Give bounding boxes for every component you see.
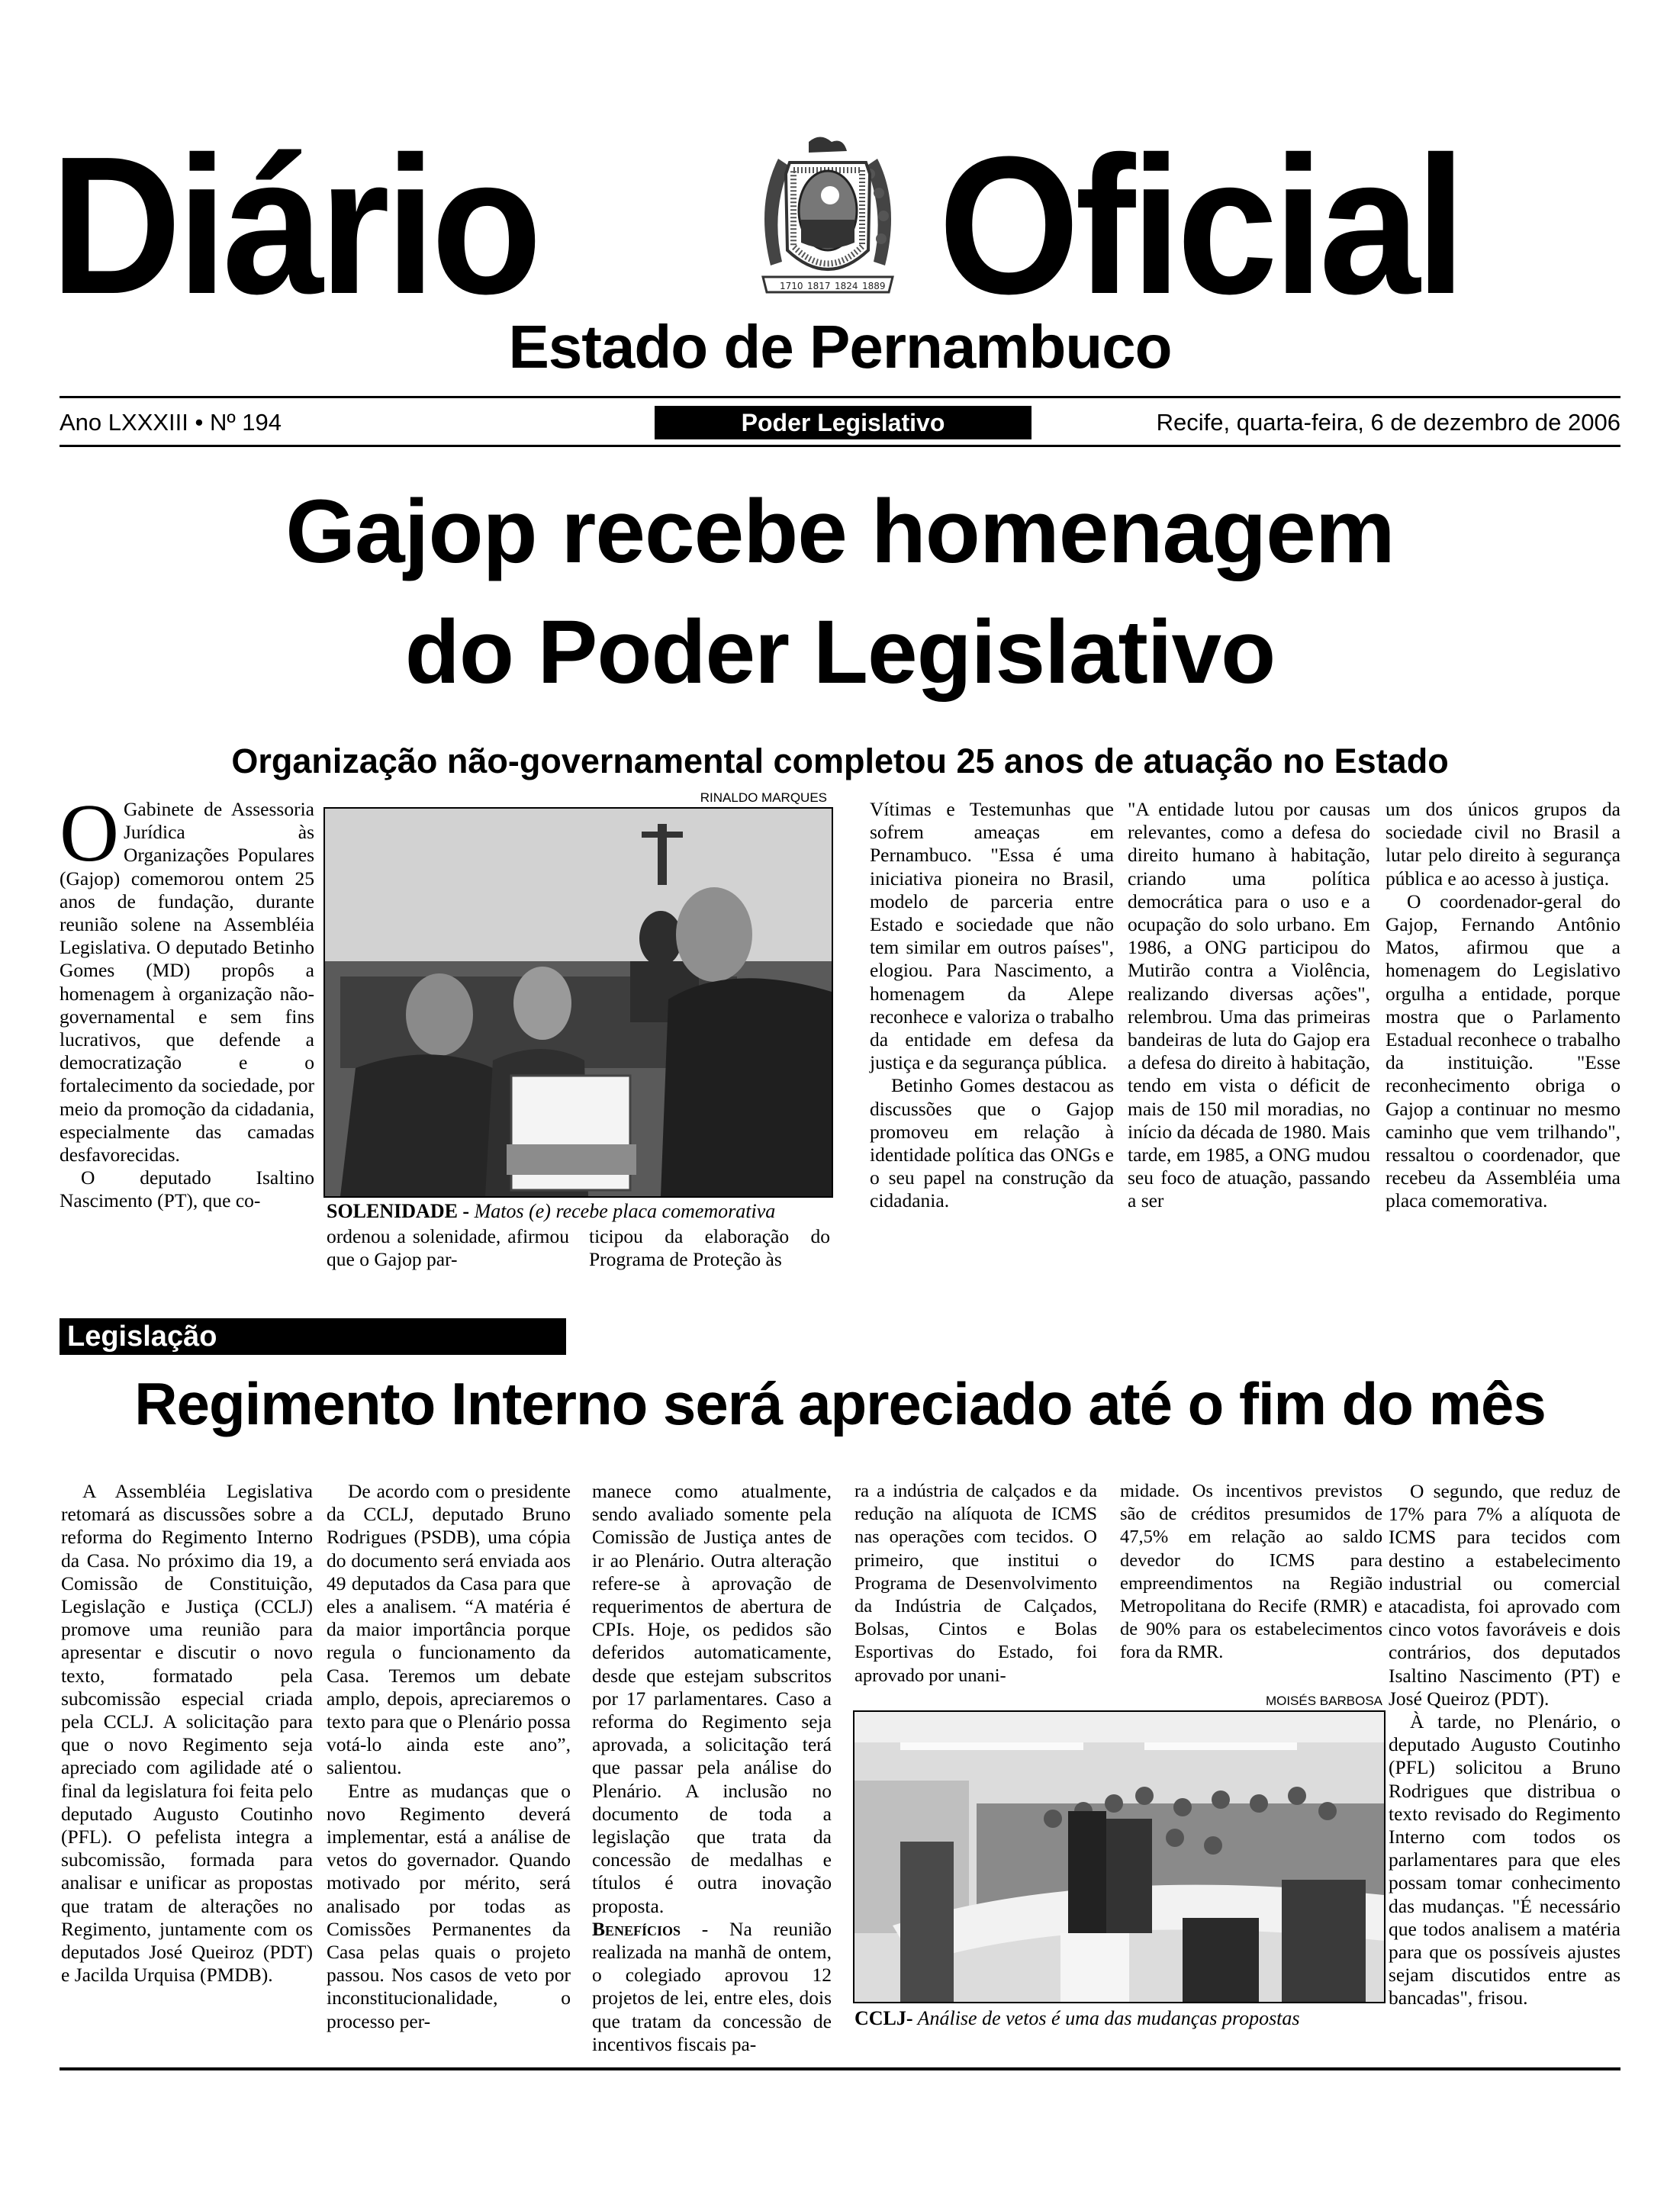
deck: Organização não-governamental completou 25 anos de atuação no Estado <box>231 742 1449 780</box>
article-column <box>1120 1480 1382 1665</box>
paragraph: Gabinete de Assessoria Jurídica às Organizações Populares (Gajop) comemorou ontem 25 anos de fundação, durante reunião solene na Assembléia Legislativa. O deputado Betinho Gomes (MD) propôs a homenagem à organização não-governamental e sem fins lucrativos, que defende a democratização e o fortalecimento da sociedade, por meio da promoção da cidadania, especialmente das camadas desfavorecidas. <box>60 798 314 1166</box>
divider <box>60 2067 1620 2070</box>
photo-committee <box>853 1710 1386 2003</box>
subhead: Benefícios <box>592 1917 681 1940</box>
crest-date: 1817 <box>807 281 831 291</box>
dateline: Recife, quarta-feira, 6 de dezembro de 2006 <box>1156 409 1620 436</box>
paragraph: De acordo com o presidente da CCLJ, deputado Bruno Rodrigues (PSDB), uma cópia do documento será enviada aos 49 deputados da Casa para que eles a analisem. “A matéria é da maior importância porque regula o funcionamento da Casa. Teremos um debate amplo, depois, apreciaremos o texto para que o Plenário possa votá-lo ainda este ano”, salientou. <box>327 1480 571 1779</box>
paragraph: À tarde, no Plenário, o deputado Augusto Coutinho (PFL) solicitou a Bruno Rodrigues que distribua o texto revisado do Regimento Interno com todos os parlamentares para que eles possam tomar conhecimento das mudanças. "É necessário que todos analisem a matéria para que os possíveis ajustes sejam discutidos entre as bancadas", frisou. <box>1389 1710 1620 2009</box>
caption-text: Análise de vetos é uma das mudanças propostas <box>912 2007 1300 2029</box>
paragraph: ticipou da elaboração do Programa de Proteção às <box>589 1225 830 1271</box>
article-column <box>854 1480 1097 1687</box>
article-column <box>327 1480 571 2033</box>
article-column <box>1389 1480 1620 2010</box>
paragraph: - Na reunião realizada na manhã de ontem, o colegiado aprovou 12 projetos de lei, entre eles, dois que tratam da concessão de incentivos fiscais pa- <box>592 1917 832 2055</box>
article-column <box>61 1480 313 1987</box>
headline: do Poder Legislativo <box>404 602 1276 703</box>
article-column <box>870 798 1114 1213</box>
paragraph: A Assembléia Legislativa retomará as discussões sobre a reforma do Regimento Interno da Casa. No próximo dia 19, a Comissão de Constituição, Legislação e Justiça (CCLJ) promove uma reunião para apresentar e discutir o novo texto, formatado pela subcomissão especial criada pela CCLJ. A solicitação para que o novo Regimento seja apreciado com agilidade até o final da legislatura foi feita pelo deputado Augusto Coutinho (PFL). O pefelista integra a subcomissão, formada para analisar e unificar as propostas que tratam de alterações no Regimento, juntamente com os deputados José Queiroz (PDT) e Jacilda Urquisa (PMDB). <box>61 1480 313 1987</box>
section-label: Legislação <box>60 1318 566 1355</box>
paragraph: "A entidade lutou por causas relevantes, como a defesa do direito humano à habitação, criando uma política democrática para o uso e a ocupação do solo urbano. Em 1986, a ONG participou do Mutirão contra a Violência, realizando diversas ações", relembrou. Uma das primeiras bandeiras de luta do Gajop era a defesa do direito à habitação, tendo em vista o déficit de mais de 150 mil moradias, no início da década de 1980. Mais tarde, em 1985, a ONG mudou seu foco de atuação, passando a ser <box>1128 798 1370 1212</box>
divider <box>60 396 1620 398</box>
divider <box>60 445 1620 447</box>
drop-cap: O <box>60 788 119 879</box>
paragraph: ra a indústria de calçados e da redução na alíquota de ICMS nas operações com tecidos. O primeiro, que institui o Programa de Desenvolvimento da Indústria de Calçados, Bolsas, Cintos e Bolas Esportivas do Estado, foi aprovado por unani- <box>854 1481 1097 1686</box>
paragraph: O coordenador-geral do Gajop, Fernando Antônio Matos, afirmou que a homenagem do Legislativo orgulha a entidade, porque mostra que o Parlamento Estadual reconhece o trabalho da instituição. "Esse reconhecimento obriga o Gajop a continuar no mesmo caminho que vem trilhando", ressaltou o coordenador, que recebeu da Assembléia uma placa comemorativa. <box>1386 890 1620 1212</box>
paragraph: Betinho Gomes destacou as discussões que o Gajop promoveu em relação à identidade política das ONGs e o seu papel na construção da cidadania. <box>870 1074 1114 1212</box>
issue-number: Ano LXXXIII • Nº 194 <box>60 409 282 436</box>
masthead-subtitle: Estado de Pernambuco <box>508 313 1172 381</box>
article-column <box>592 1480 832 2056</box>
paragraph: midade. Os incentivos previstos são de créditos presumidos de 47,5% em relação ao saldo devedor do ICMS para empreendimentos na Região Metropolitana do Recife (RMR) e de 90% para os estabelecimentos fora da RMR. <box>1120 1481 1382 1663</box>
photo-caption <box>327 1199 845 1224</box>
caption-label: CCLJ- <box>854 2007 913 2029</box>
caption-text: Matos (e) recebe placa comemorativa <box>469 1200 776 1222</box>
paragraph: ordenou a solenidade, afirmou que o Gajop par- <box>327 1225 569 1271</box>
crest-date: 1710 <box>780 281 803 291</box>
article-column <box>589 1225 830 1271</box>
paragraph: O segundo, que reduz de 17% para 7% a alíquota de ICMS para tecidos com destino a estabelecimento industrial ou comercial atacadista, foi aprovado com cinco votos favoráveis e dois contrários, dos deputados Isaltino Nascimento (PT) e José Queiroz (PDT). <box>1389 1480 1620 1710</box>
masthead-title-right: Oficial <box>938 116 1462 336</box>
paragraph: manece como atualmente, sendo avaliado somente pela Comissão de Justiça antes de ir ao Plenário. Outra alteração refere-se à aprovação de requerimentos de abertura de CPIs. Hoje, os pedidos são deferidos automaticamente, desde que estejam subscritos por 17 parlamentares. Caso a reforma do Regimento seja aprovada, a solicitação terá que passar pela análise do Plenário. A inclusão no documento de toda a legislação que trata da concessão de medalhas e títulos é outra inovação proposta. <box>592 1480 832 1917</box>
crest-date: 1889 <box>862 281 886 291</box>
headline: Gajop recebe homenagem <box>285 481 1395 582</box>
headline: Regimento Interno será apreciado até o fim do mês <box>134 1370 1546 1437</box>
paragraph: um dos únicos grupos da sociedade civil no Brasil a lutar pelo direito à segurança pública e ao acesso à justiça. <box>1386 798 1620 890</box>
paragraph: O deputado Isaltino Nascimento (PT), que co- <box>60 1166 314 1212</box>
article-column <box>1128 798 1370 1213</box>
photo-caption <box>854 2006 1389 2031</box>
crest-date: 1824 <box>835 281 858 291</box>
photo-credit: RINALDO MARQUES <box>700 790 827 805</box>
coat-of-arms-icon <box>748 128 908 304</box>
article-column <box>1386 798 1620 1213</box>
section-label: Poder Legislativo <box>655 406 1031 439</box>
paragraph: Vítimas e Testemunhas que sofrem ameaças em Pernambuco. "Essa é uma iniciativa pioneira no Brasil, modelo de parceria entre Estado e sociedade que não tem similar em outros países", elogiou. Para Nascimento, a homenagem da Alepe reconhece e valoriza o trabalho da entidade em defesa da justiça e da segurança pública. <box>870 798 1114 1074</box>
caption-label: SOLENIDADE - <box>327 1200 470 1222</box>
paragraph: Entre as mudanças que o novo Regimento deverá implementar, está a análise de vetos do governador. Quando motivado por mérito, será analisado por todas as Comissões Permanentes da Casa pelas quais o projeto passou. Nos casos de veto por inconstitucionalidade, o processo per- <box>327 1779 571 2032</box>
article-column <box>60 788 314 1213</box>
photo-ceremony <box>323 807 833 1198</box>
article-column <box>327 1225 569 1271</box>
masthead-title-left: Diário <box>50 116 538 336</box>
photo-credit: MOISÉS BARBOSA <box>1265 1694 1382 1708</box>
